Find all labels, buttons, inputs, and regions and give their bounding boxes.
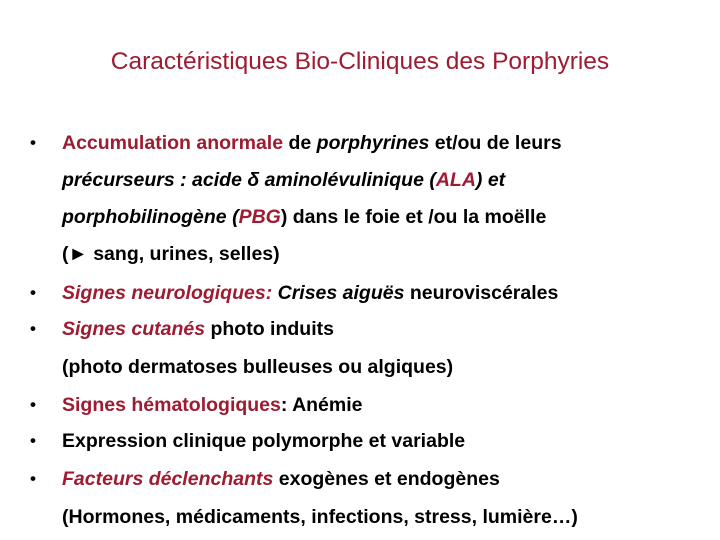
bullet-1-line-4: (► sang, urines, selles) <box>62 243 280 265</box>
text-neurovisc: neuroviscérales <box>409 282 559 304</box>
text-et-ou: et/ou de leurs <box>429 132 562 154</box>
bullet-6: • <box>30 469 36 488</box>
text-precurseurs: précurseurs : acide δ aminolévulinique ( <box>62 169 436 191</box>
text-foie-moelle: ) dans le foie et /ou la moëlle <box>280 206 547 228</box>
text-signes-hemato: Signes hématologiques <box>62 394 281 416</box>
bullet-2-line <box>62 281 558 305</box>
bullet-1-line-3 <box>62 205 546 229</box>
text-accumulation: Accumulation anormale <box>62 132 284 154</box>
text-et: ) et <box>475 169 506 191</box>
bullet-4-line <box>62 393 363 417</box>
text-ala: ALA <box>435 169 476 191</box>
text-porphobilinogene: porphobilinogène ( <box>62 206 239 228</box>
text-anemie: : Anémie <box>280 394 363 416</box>
bullet-3: • <box>30 319 36 338</box>
bullet-1-line-2 <box>62 168 505 192</box>
text-signes-neuro: Signes neurologiques: <box>62 282 273 304</box>
text-de: de <box>283 132 317 154</box>
text-porphyrines: porphyrines <box>316 132 430 154</box>
bullet-3-line-2: (photo dermatoses bulleuses ou algiques) <box>62 356 454 378</box>
text-photo-induits: photo induits <box>205 318 334 340</box>
bullet-6-line-2: (Hormones, médicaments, infections, stress, lumière…) <box>62 506 578 528</box>
bullet-5-line: Expression clinique polymorphe et variable <box>62 430 466 452</box>
text-exogenes: exogènes et endogènes <box>273 468 500 490</box>
text-signes-cutanes: Signes cutanés <box>62 318 206 340</box>
bullet-2: • <box>30 283 36 302</box>
text-crises: Crises aiguës <box>272 282 410 304</box>
bullet-6-line-1 <box>62 467 500 491</box>
bullet-1: • <box>30 133 36 152</box>
text-facteurs: Facteurs déclenchants <box>62 468 274 490</box>
bullet-4: • <box>30 395 36 414</box>
bullet-5: • <box>30 431 36 450</box>
slide-title: Caractéristiques Bio-Cliniques des Porphyries <box>110 48 610 75</box>
text-pbg: PBG <box>238 206 281 228</box>
bullet-1-line-1 <box>62 131 562 155</box>
bullet-3-line-1 <box>62 317 334 341</box>
